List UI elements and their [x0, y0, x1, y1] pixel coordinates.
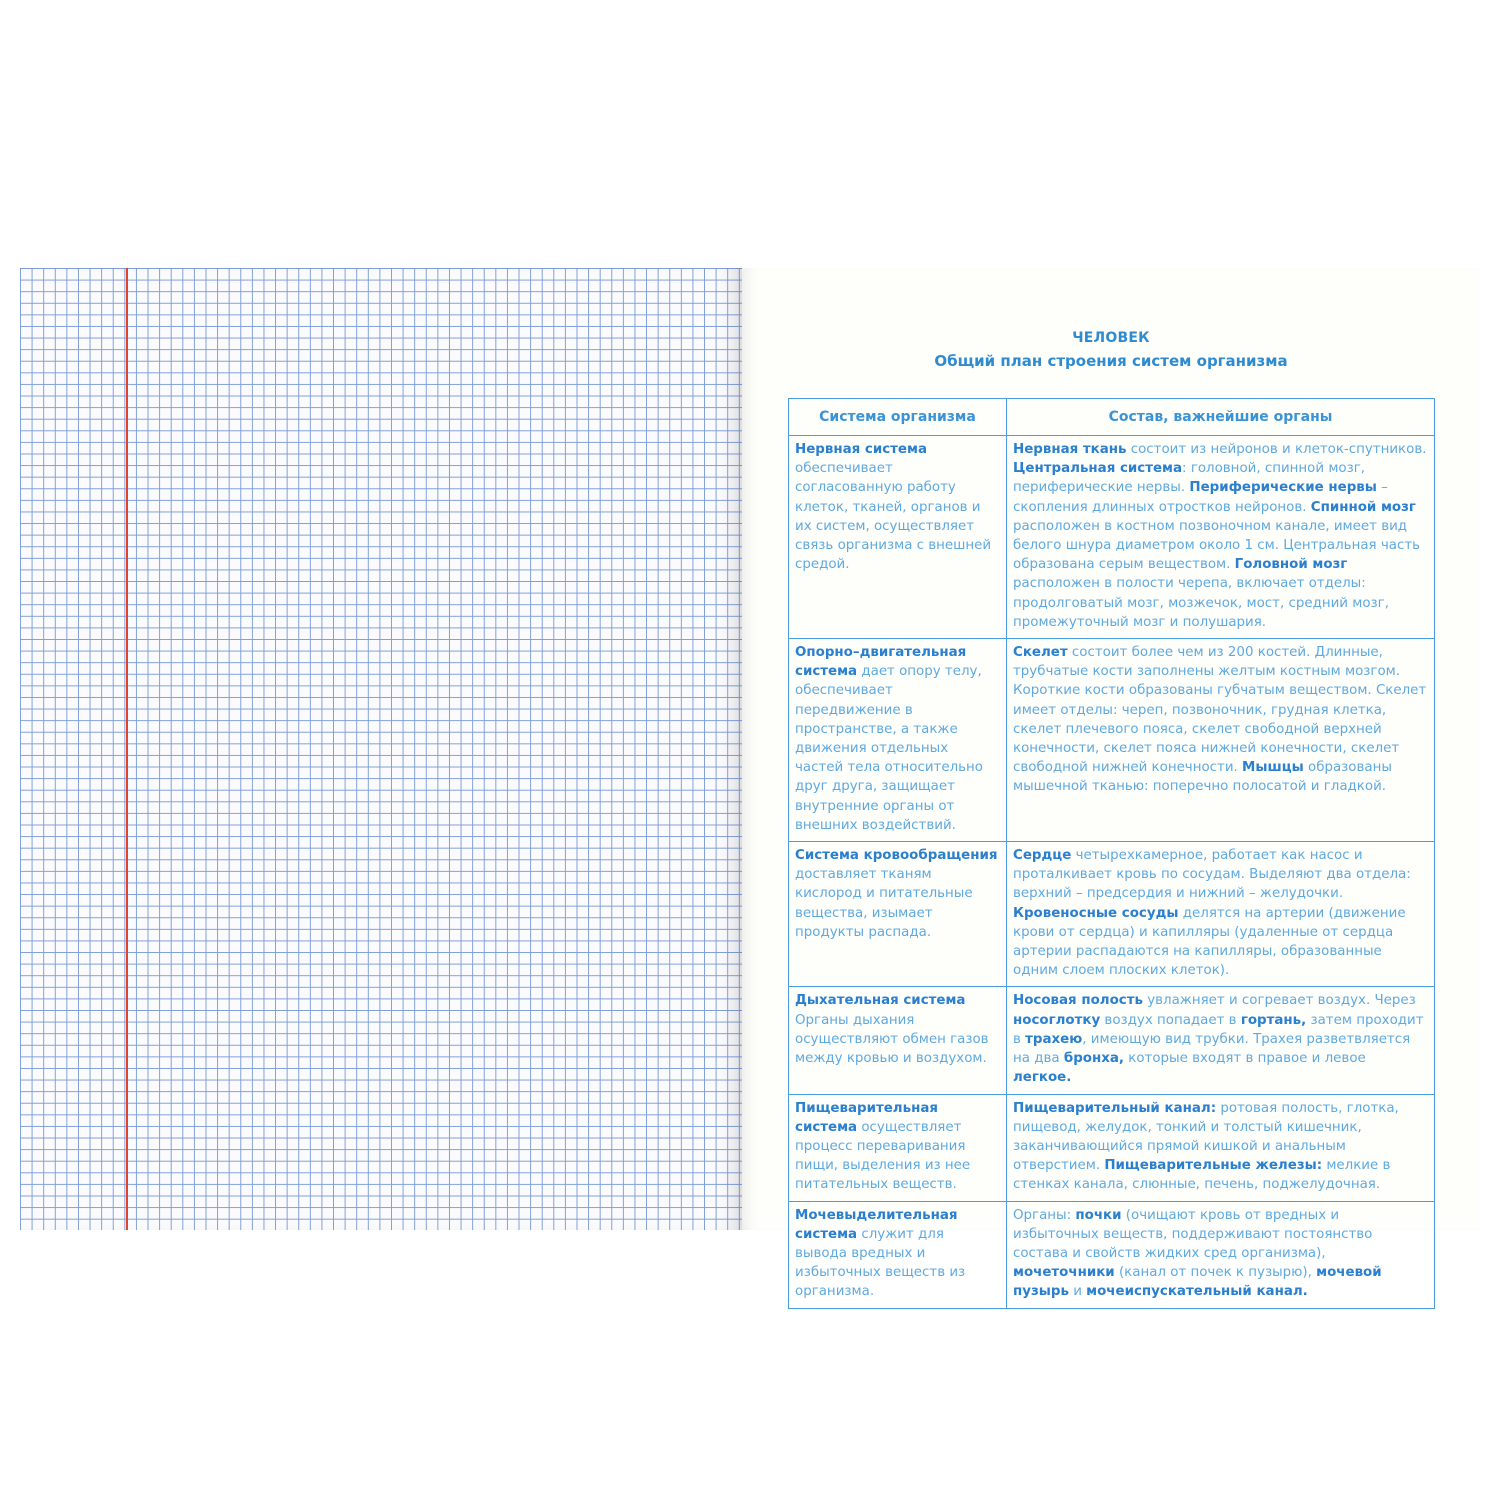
organs-cell	[1007, 1094, 1435, 1201]
table-body	[789, 436, 1435, 1309]
table-row	[789, 639, 1435, 842]
margin-line	[126, 268, 128, 1230]
description-text: расположен в костном позвоночном канале, имеет вид белого шнура диаметром около 1 см. Центральная часть образована серым веществом.	[1013, 518, 1421, 573]
description-text: дает опору телу, обеспечивает передвижение в пространстве, а также движения отдельных частей тела относительно друг друга, защищает внутренние органы от внешних воздействий.	[795, 664, 983, 833]
term: Скелет	[1013, 645, 1068, 661]
term: Нервная ткань	[1013, 442, 1127, 457]
description-text: которые входят в правое и левое	[1124, 1051, 1366, 1067]
term: носоглотку	[1013, 1012, 1101, 1028]
term: мочеточники	[1013, 1265, 1115, 1281]
table-row	[789, 1201, 1435, 1308]
term: Мышцы	[1242, 760, 1304, 776]
description-text: и	[1068, 1284, 1087, 1300]
table-row	[789, 842, 1435, 987]
term: трахею	[1025, 1031, 1083, 1047]
description-text: воздух попадает в	[1100, 1012, 1241, 1028]
description-text: образованы мышечной тканью: поперечно полосатой и гладкой.	[1013, 760, 1392, 795]
column-header: Система организма	[789, 399, 1007, 436]
organs-cell	[1007, 987, 1435, 1094]
term: мочеиспускательный канал.	[1086, 1284, 1308, 1300]
table-row	[789, 1094, 1435, 1201]
description-text: : головной, спинной мозг, периферические нервы.	[1013, 461, 1366, 496]
term: Носовая полость	[1013, 993, 1143, 1009]
term: мочевой пузырь	[1013, 1265, 1382, 1300]
description-text: обеспечивает согласованную работу клеток, тканей, органов и их систем, осуществляет связь организма с внешней средой.	[795, 461, 992, 573]
term: Спинной мозг	[1310, 499, 1416, 515]
description-text: ротовая полость, глотка, пищевод, желудок, тонкий и толстый кишечник, заканчивающийся прямой кишкой и анальным отверстием.	[1013, 1100, 1399, 1174]
term: Мочевыделительная система	[795, 1207, 958, 1242]
term: Центральная система	[1013, 461, 1183, 477]
system-cell	[789, 436, 1007, 639]
description-text: Органы дыхания осуществляют обмен газов между кровью и воздухом.	[795, 1012, 989, 1067]
organs-cell	[1007, 842, 1435, 987]
system-cell	[789, 639, 1007, 842]
term: почки	[1075, 1207, 1122, 1223]
description-text: состоит более чем из 200 костей. Длинные, трубчатые кости заполнены желтым костным мозгом. Короткие кости образованы губчатым веществом. Скелет имеет отделы: череп, позвоночник, грудная клетка, скелет плечевого пояса, скелет свободной верхней конечности, скелет пояса нижней конечности, скелет свободной нижней конечности.	[1013, 645, 1427, 776]
term: Кровеносные сосуды	[1013, 905, 1179, 921]
column-header: Состав, важнейшие органы	[1007, 399, 1435, 436]
systems-table	[788, 398, 1435, 1309]
description-text: доставляет тканям кислород и питательные вещества, изымает продукты распада.	[795, 867, 973, 940]
term: Дыхательная система	[795, 993, 966, 1009]
description-text: , имеющую вид трубки. Трахея разветвляется на два	[1013, 1031, 1411, 1067]
graph-paper-page	[20, 268, 742, 1230]
system-cell	[789, 987, 1007, 1094]
term: Система кровообращения	[795, 848, 998, 864]
table-row	[789, 436, 1435, 639]
description-text: – скопления длинных отростков нейронов.	[1013, 480, 1388, 515]
description-text: служит для вывода вредных и избыточных веществ из организма.	[795, 1226, 966, 1300]
term: бронха,	[1063, 1051, 1124, 1067]
term: Пищеварительный канал:	[1013, 1100, 1217, 1116]
description-text: состоит из нейронов и клеток-спутников.	[1126, 442, 1427, 457]
table-header-row	[789, 399, 1435, 436]
organs-cell	[1007, 639, 1435, 842]
description-text: (очищают кровь от вредных и избыточных веществ, поддерживают постоянство состава и свойств жидких сред организма),	[1013, 1207, 1373, 1261]
term: Нервная система	[795, 442, 927, 457]
term: Пищеварительные железы:	[1104, 1158, 1323, 1174]
description-text: делятся на артерии (движение крови от сердца) и капилляры (удаленные от сердца артерии распадаются на капилляры, образованные одним слоем плоских клеток).	[1013, 905, 1406, 979]
term: гортань,	[1240, 1012, 1307, 1028]
system-cell	[789, 1201, 1007, 1308]
system-cell	[789, 1094, 1007, 1201]
description-text: мелкие в стенках канала, слюнные, печень, поджелудочная.	[1013, 1158, 1391, 1193]
description-text: (канал от почек к пузырю),	[1114, 1265, 1317, 1281]
term: Опорно–двигательная система	[795, 645, 967, 680]
organs-cell	[1007, 436, 1435, 639]
table-row	[789, 987, 1435, 1094]
term: Периферические нервы	[1189, 480, 1377, 496]
term: Пищеварительная система	[795, 1100, 938, 1135]
term: Сердце	[1013, 848, 1072, 864]
description-text: осуществляет процесс переваривания пищи, выделения из нее питательных веществ.	[795, 1119, 971, 1193]
page-subtitle: Общий план строения систем организма	[934, 352, 1288, 370]
organs-cell	[1007, 1201, 1435, 1308]
description-text: расположен в полости черепа, включает отделы: продолговатый мозг, мозжечок, мост, средний мозг, промежуточный мозг и полушария.	[1013, 576, 1389, 630]
system-cell	[789, 842, 1007, 987]
reference-page	[742, 268, 1480, 1300]
description-text: Органы:	[1013, 1207, 1076, 1223]
description-text: четырехкамерное, работает как насос и проталкивает кровь по сосудам. Выделяют два отдела: верхний – предсердия и нижний – желудочки.	[1013, 848, 1411, 902]
description-text: увлажняет и согревает воздух. Через	[1142, 993, 1416, 1009]
page-title: ЧЕЛОВЕК	[1072, 330, 1150, 346]
term: Головной мозг	[1234, 557, 1348, 573]
term: легкое.	[1013, 1070, 1072, 1086]
description-text: затем проходит в	[1013, 1012, 1424, 1047]
